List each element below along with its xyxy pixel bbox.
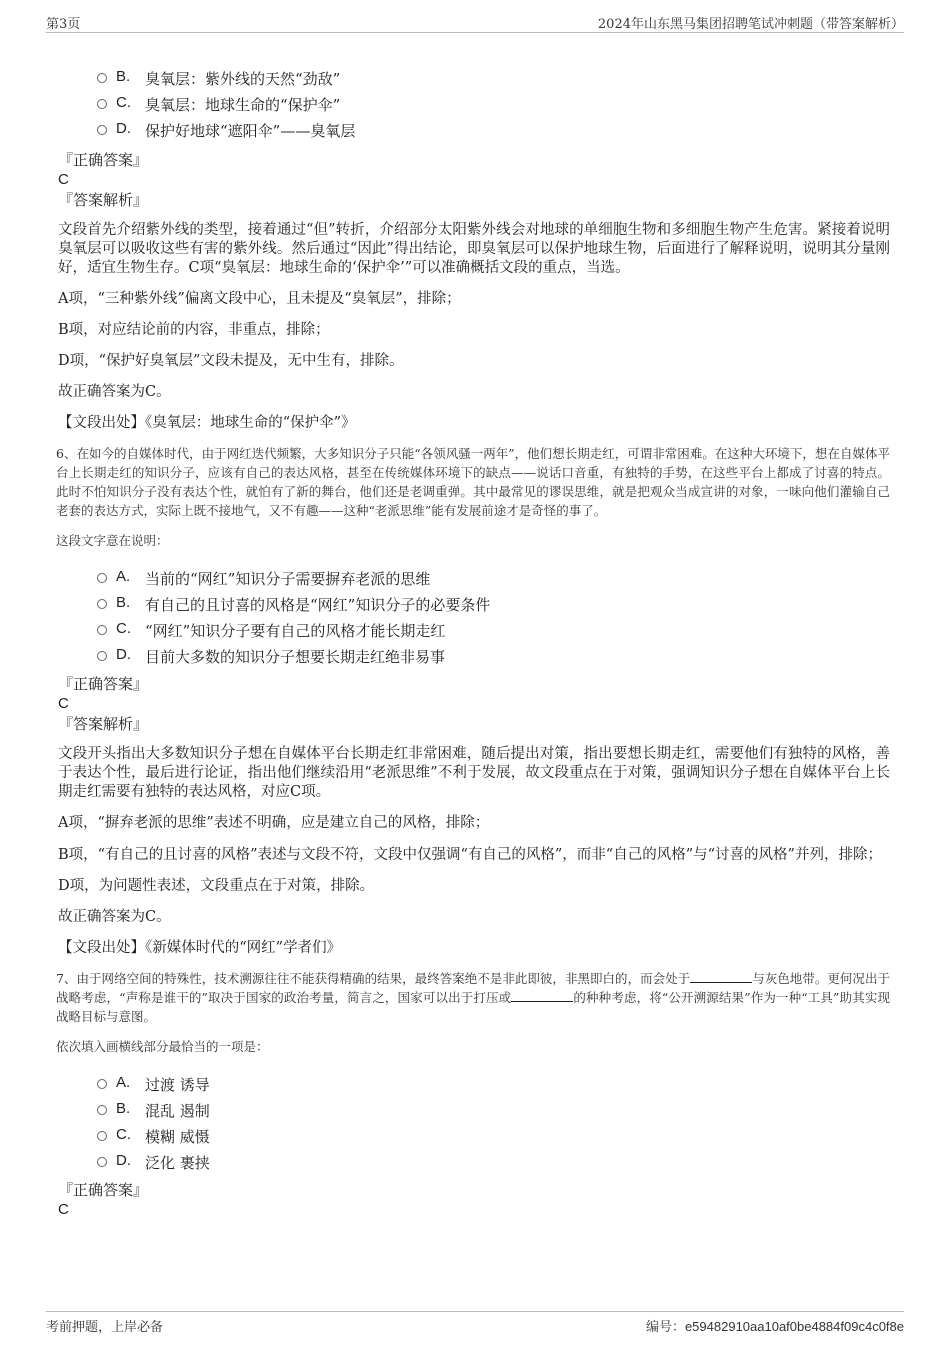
option-c[interactable] [96, 618, 890, 644]
option-text: “网红”知识分子要有自己的风格才能长期走红 [145, 622, 446, 640]
stem-part: 与灰色地带。更何况出于战略考虑，“声称是谁干的”取决于国家的政治考量，简言之，国家可以出于打压或 [56, 971, 890, 1005]
radio-icon[interactable] [97, 73, 107, 83]
q7-options [56, 1072, 890, 1176]
correct-answer-label: 『正确答案』 [58, 151, 149, 169]
option-key: B. [116, 1100, 131, 1117]
option-text: 过渡 诱导 [145, 1076, 210, 1094]
option-key: B. [116, 68, 131, 85]
option-key: B. [116, 594, 131, 611]
code-label: 编号： [645, 1320, 685, 1335]
fill-blank[interactable] [690, 970, 752, 983]
analysis-paragraph: B项，对应结论前的内容，非重点，排除； [58, 322, 330, 338]
document-title: 2024年山东黑马集团招聘笔试冲刺题（带答案解析） [597, 17, 904, 32]
radio-icon[interactable] [97, 1131, 107, 1141]
analysis-paragraph: 文段首先介绍紫外线的类型，接着通过“但”转折，介绍部分太阳紫外线会对地球的单细胞生物和多细胞生物产生危害。紧接着说明臭氧层可以吸收这些有害的紫外线。然后通过“因此”得出结论，即臭氧层可以保护地球生物，后面进行了解释说明，说明其分量刚好，适宜生物生存。C项“臭氧层：地球生命的‘保护伞’”可以准确概括文段的重点，当选。 [58, 222, 890, 276]
analysis-paragraph: D项，为问题性表述，文段重点在于对策，排除。 [58, 878, 375, 894]
question-stem: 6、在如今的自媒体时代，由于网红迭代频繁，大多知识分子只能“各领风骚一两年”，他们想长期走红，可谓非常困难。在这种大环境下，想在自媒体平台上长期走红的知识分子，应该有自己的表达风格，甚至在传统媒体环境下的缺点——说话口音重，有独特的手势，在这些平台上都成了讨喜的特点。此时不怕知识分子没有表达个性，就怕有了新的舞台，他们还是老调重弹。其中最常见的谬误思维，就是把观众当成宣讲的对象，一味向他们灌输自己老套的表达方式，实际上既不接地气，又不有趣——这种“老派思维”能有发展前途才是奇怪的事了。 [56, 446, 890, 518]
radio-icon[interactable] [97, 651, 107, 661]
stem-part: 7、由于网络空间的特殊性，技术溯源往往不能获得精确的结果，最终答案绝不是非此即彼，非黑即白的，而会处于 [56, 971, 691, 986]
analysis-paragraph: 故正确答案为C。 [58, 384, 171, 400]
q6-options [56, 566, 890, 670]
option-b[interactable] [96, 1098, 890, 1124]
option-text: 泛化 裹挟 [145, 1154, 210, 1172]
analysis-paragraph: 文段开头指出大多数知识分子想在自媒体平台长期走红非常困难，随后提出对策，指出要想长期走红，需要他们有独特的风格，善于表达个性，最后进行论证，指出他们继续沿用“老派思维”不利于发展，故文段重点在于对策，强调知识分子想在自媒体平台上长期走红需要有独特的表达风格，对应C项。 [58, 746, 890, 800]
page-header [46, 12, 904, 33]
analysis-paragraph: A项，“摒弃老派的思维”表述不明确，应是建立自己的风格，排除； [58, 815, 490, 831]
footer-slogan: 考前押题，上岸必备 [46, 1320, 164, 1335]
option-key: C. [116, 94, 131, 111]
option-c[interactable] [96, 1124, 890, 1150]
correct-answer-label: 『正确答案』 [58, 675, 149, 693]
option-text: 臭氧层：紫外线的天然“劲敌” [145, 70, 341, 88]
radio-icon[interactable] [97, 573, 107, 583]
option-a[interactable] [96, 566, 890, 592]
option-key: D. [116, 120, 131, 137]
analysis-label: 『答案解析』 [58, 191, 149, 209]
question-stem [56, 969, 890, 1026]
source-note: 【文段出处】《臭氧层：地球生命的“保护伞”》 [58, 415, 356, 431]
analysis-paragraph: D项，“保护好臭氧层”文段未提及，无中生有，排除。 [58, 353, 404, 369]
option-key: A. [116, 1074, 131, 1091]
correct-answer-label: 『正确答案』 [58, 1181, 149, 1199]
option-key: C. [116, 620, 131, 637]
radio-icon[interactable] [97, 1105, 107, 1115]
correct-answer-value: C [58, 1201, 69, 1218]
correct-answer-value: C [58, 171, 69, 188]
option-b[interactable] [96, 592, 890, 618]
document-body [56, 66, 890, 1220]
q5-options [56, 66, 890, 144]
option-c[interactable] [96, 92, 890, 118]
option-text: 有自己的且讨喜的风格是“网红”知识分子的必要条件 [145, 596, 491, 614]
analysis-paragraph: 故正确答案为C。 [58, 909, 171, 925]
analysis-paragraph: B项，“有自己的且讨喜的风格”表述与文段不符，文段中仅强调“有自己的风格”，而非“自己的风格”与“讨喜的风格”并列，排除； [58, 847, 882, 863]
option-key: A. [116, 568, 131, 585]
option-key: C. [116, 1126, 131, 1143]
document-code [646, 1316, 904, 1335]
correct-answer-value: C [58, 695, 69, 712]
option-key: D. [116, 646, 131, 663]
option-text: 臭氧层：地球生命的“保护伞” [145, 96, 341, 114]
option-d[interactable] [96, 118, 890, 144]
radio-icon[interactable] [97, 1157, 107, 1167]
option-d[interactable] [96, 644, 890, 670]
stem-part: 的种种考虑，将“公开溯源结果”作为一种“工具”助其实现战略目标与意图。 [56, 990, 890, 1024]
radio-icon[interactable] [97, 99, 107, 109]
analysis-label: 『答案解析』 [58, 715, 149, 733]
option-a[interactable] [96, 1072, 890, 1098]
page-number: 第3页 [46, 17, 81, 32]
radio-icon[interactable] [97, 625, 107, 635]
radio-icon[interactable] [97, 599, 107, 609]
option-text: 目前大多数的知识分子想要长期走红绝非易事 [145, 648, 446, 666]
question-prompt: 这段文字意在说明： [56, 533, 169, 548]
option-text: 模糊 威慑 [145, 1128, 210, 1146]
option-text: 保护好地球“遮阳伞”——臭氧层 [145, 122, 356, 140]
code-value: e59482910aa10af0be4884f09c4c0f8e [684, 1319, 904, 1334]
analysis-paragraph: A项，“三种紫外线”偏离文段中心，且未提及“臭氧层”，排除； [58, 291, 461, 307]
option-d[interactable] [96, 1150, 890, 1176]
fill-blank[interactable] [511, 989, 573, 1002]
page-footer [46, 1311, 904, 1336]
radio-icon[interactable] [97, 1079, 107, 1089]
question-prompt: 依次填入画横线部分最恰当的一项是： [56, 1039, 269, 1054]
option-text: 混乱 遏制 [145, 1102, 210, 1120]
option-key: D. [116, 1152, 131, 1169]
option-b[interactable] [96, 66, 890, 92]
radio-icon[interactable] [97, 125, 107, 135]
source-note: 【文段出处】《新媒体时代的“网红”学者们》 [58, 940, 342, 956]
option-text: 当前的“网红”知识分子需要摒弃老派的思维 [145, 570, 431, 588]
